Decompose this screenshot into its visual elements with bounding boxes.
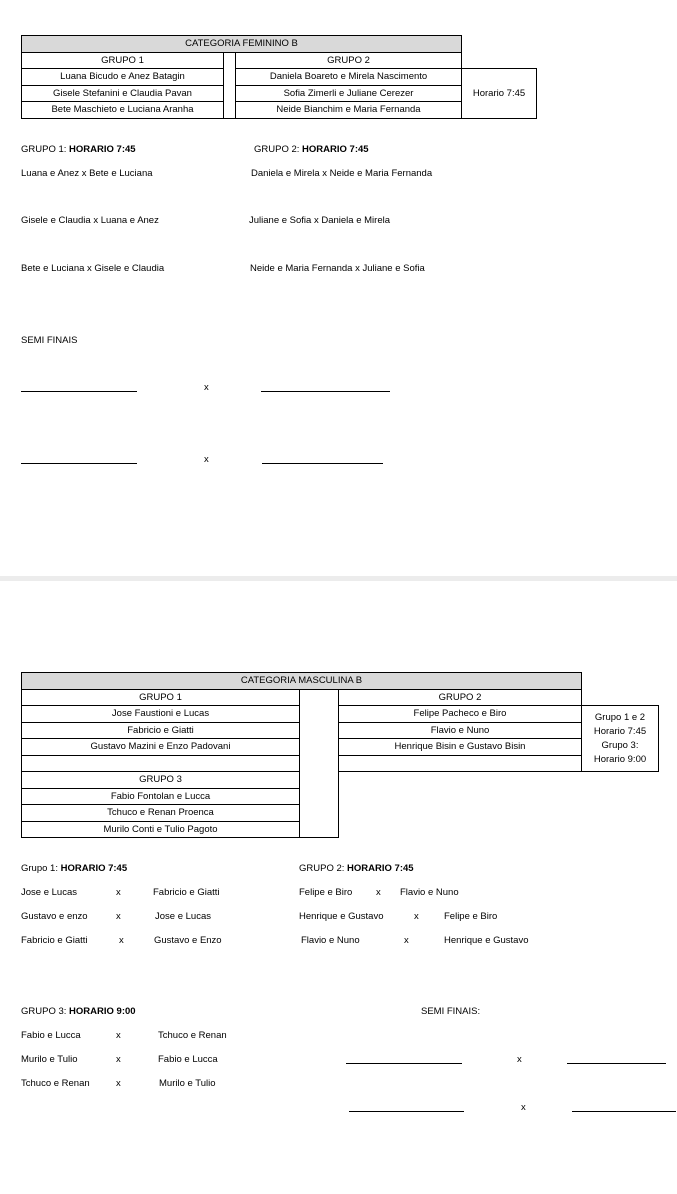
masc-g3-team-b: Murilo e Tulio: [159, 1078, 216, 1089]
masc-g2-team: Felipe Pacheco e Biro: [339, 706, 582, 723]
masc-g1-team-a: Jose e Lucas: [21, 887, 77, 898]
masc-g2-time: HORARIO 7:45: [347, 863, 414, 874]
masc-g2-x: x: [376, 887, 381, 898]
fem-g2-team: Sofia Zimerli e Juliane Cerezer: [236, 85, 462, 102]
masc-g1-team: Fabricio e Giatti: [22, 722, 300, 739]
masc-g3-team-a: Murilo e Tulio: [21, 1054, 78, 1065]
masc-schedule-line: Grupo 3:: [601, 739, 639, 751]
masc-g1-team: Jose Faustioni e Lucas: [22, 706, 300, 723]
masc-g3-heading: [21, 1006, 136, 1017]
fem-horario: Horario 7:45: [462, 69, 537, 119]
masc-g2-team-a: Flavio e Nuno: [301, 935, 360, 946]
fem-g2-team: Neide Bianchim e Maria Fernanda: [236, 102, 462, 119]
masc-semi-blank: [349, 1111, 464, 1112]
masc-title: CATEGORIA MASCULINA B: [22, 673, 582, 690]
masc-g2-team-b: Henrique e Gustavo: [444, 935, 529, 946]
masc-g2-empty: [339, 755, 582, 772]
masc-g1-team-b: Jose e Lucas: [155, 911, 211, 922]
masc-g3-header: GRUPO 3: [22, 772, 300, 789]
masc-g1-x: x: [116, 887, 121, 898]
masc-g3-team-a: Fabio e Lucca: [21, 1030, 81, 1041]
masc-g1-x: x: [119, 935, 124, 946]
masc-g2-heading: [299, 863, 414, 874]
masc-schedule-line: Grupo 1 e 2: [594, 711, 646, 723]
masc-semi-x: x: [517, 1054, 522, 1065]
fem-g1-team: Luana Bicudo e Anez Batagin: [22, 69, 224, 86]
masc-g2-label: GRUPO 2:: [299, 863, 345, 874]
fem-g2-time: HORARIO 7:45: [302, 144, 369, 155]
fem-semi-blank: [21, 391, 137, 392]
masc-g1-team: Gustavo Mazini e Enzo Padovani: [22, 739, 300, 756]
masc-g2-x: x: [414, 911, 419, 922]
masc-semi-label: SEMI FINAIS:: [421, 1006, 481, 1017]
masc-g2-team: Flavio e Nuno: [339, 722, 582, 739]
fem-g2-heading: [254, 144, 369, 155]
masc-g2-x: x: [404, 935, 409, 946]
masc-schedule-line: Horario 9:00: [593, 753, 647, 765]
masc-g1-team-a: Fabricio e Giatti: [21, 935, 88, 946]
masc-g3-team-a: Tchuco e Renan: [21, 1078, 90, 1089]
masc-g3-time: HORARIO 9:00: [69, 1006, 136, 1017]
masc-semi-blank: [572, 1111, 676, 1112]
masc-g1-time: HORARIO 7:45: [60, 863, 128, 874]
masc-schedule: [582, 706, 659, 772]
masc-g3-team-b: Fabio e Lucca: [158, 1054, 218, 1065]
masc-g1-team-b: Gustavo e Enzo: [154, 935, 222, 946]
masc-semi-blank: [346, 1063, 462, 1064]
fem-g1-label: GRUPO 1:: [21, 144, 67, 155]
masc-g1-label: Grupo 1:: [21, 863, 58, 874]
fem-g1-match: Bete e Luciana x Gisele e Claudia: [21, 263, 165, 274]
fem-g2-match: Neide e Maria Fernanda x Juliane e Sofia: [250, 263, 425, 274]
page-divider: [0, 576, 677, 581]
masc-g2-team-b: Flavio e Nuno: [400, 887, 459, 898]
masc-g2-team: Henrique Bisin e Gustavo Bisin: [339, 739, 582, 756]
fem-semi-x: x: [204, 454, 209, 465]
masc-g1-heading: [21, 863, 127, 874]
masc-g1-x: x: [116, 911, 121, 922]
fem-g2-header: GRUPO 2: [236, 52, 462, 69]
fem-g1-match: Luana e Anez x Bete e Luciana: [21, 168, 153, 179]
masc-g3-label: GRUPO 3:: [21, 1006, 67, 1017]
fem-g1-match: Gisele e Claudia x Luana e Anez: [21, 215, 159, 226]
masc-semi-x: x: [521, 1102, 526, 1113]
masc-g3-team: Murilo Conti e Tulio Pagoto: [22, 821, 300, 838]
fem-semi-x: x: [204, 382, 209, 393]
masc-g2-header: GRUPO 2: [339, 689, 582, 706]
masc-g1-team-a: Gustavo e enzo: [21, 911, 88, 922]
masc-g2-team-a: Felipe e Biro: [299, 887, 353, 898]
masc-g3-team-b: Tchuco e Renan: [158, 1030, 227, 1041]
masc-g1-header: GRUPO 1: [22, 689, 300, 706]
masc-g1-empty: [22, 755, 300, 772]
fem-semi-label: SEMI FINAIS: [21, 335, 78, 346]
masc-table: [21, 672, 659, 838]
fem-semi-blank: [261, 391, 390, 392]
fem-semi-blank: [21, 463, 137, 464]
fem-g1-header: GRUPO 1: [22, 52, 224, 69]
masc-g3-x: x: [116, 1078, 121, 1089]
fem-g1-team: Gisele Stefanini e Claudia Pavan: [22, 85, 224, 102]
masc-semi-blank: [567, 1063, 666, 1064]
fem-semi-blank: [262, 463, 383, 464]
fem-g2-match: Juliane e Sofia x Daniela e Mirela: [249, 215, 390, 226]
masc-g3-x: x: [116, 1054, 121, 1065]
fem-g1-time: HORARIO 7:45: [69, 144, 136, 155]
fem-table: [21, 35, 537, 119]
fem-g1-team: Bete Maschieto e Luciana Aranha: [22, 102, 224, 119]
fem-g1-heading: [21, 144, 136, 155]
fem-title: CATEGORIA FEMININO B: [22, 36, 462, 53]
masc-g3-team: Fabio Fontolan e Lucca: [22, 788, 300, 805]
masc-g1-team-b: Fabricio e Giatti: [153, 887, 220, 898]
masc-g3-x: x: [116, 1030, 121, 1041]
fem-g2-match: Daniela e Mirela x Neide e Maria Fernanda: [251, 168, 433, 179]
masc-schedule-line: Horario 7:45: [593, 725, 647, 737]
fem-g2-team: Daniela Boareto e Mirela Nascimento: [236, 69, 462, 86]
masc-g2-team-a: Henrique e Gustavo: [299, 911, 384, 922]
masc-g3-team: Tchuco e Renan Proenca: [22, 805, 300, 822]
masc-g2-team-b: Felipe e Biro: [444, 911, 498, 922]
fem-g2-label: GRUPO 2:: [254, 144, 300, 155]
